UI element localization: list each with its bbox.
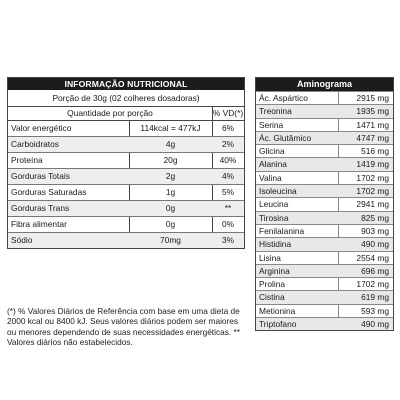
table-row	[256, 171, 393, 184]
amino-acid-value: 1702 mg	[356, 172, 389, 183]
amino-acid-value: 619 mg	[361, 292, 389, 303]
amino-acid-name: Arginina	[259, 265, 290, 276]
amino-acid-name: Ác. Aspártico	[259, 93, 308, 103]
amino-acid-value: 490 mg	[361, 239, 389, 250]
table-row	[8, 121, 244, 137]
table-row	[8, 217, 244, 233]
nutrient-daily-value: 4%	[221, 171, 235, 181]
nutrient-name: Valor energético	[11, 123, 72, 133]
header-daily-value: % VD(*)	[212, 108, 244, 118]
nutrient-name: Gorduras Saturadas	[11, 187, 87, 197]
nutrient-daily-value: 40%	[219, 155, 237, 165]
amino-acid-name: Triptofano	[259, 319, 297, 330]
amino-acid-value: 2554 mg	[356, 252, 389, 263]
amino-acid-name: Leucina	[259, 199, 289, 210]
table-row	[256, 157, 393, 170]
amino-acid-name: Ác. Glutâmico	[259, 132, 312, 143]
amino-acid-name: Treonina	[259, 106, 292, 117]
amino-acid-value: 1702 mg	[356, 279, 389, 290]
table-row	[256, 197, 393, 210]
nutrient-daily-value: 2%	[221, 139, 235, 149]
table-row	[256, 237, 393, 250]
table-row	[256, 277, 393, 290]
table-row	[8, 169, 244, 185]
nutrient-name: Proteína	[11, 155, 43, 165]
table-row	[8, 153, 244, 169]
nutrient-name: Carboidratos	[11, 139, 59, 149]
table-row	[256, 264, 393, 277]
amino-acid-name: Histidina	[259, 239, 292, 250]
nutrient-quantity: 70mg	[160, 235, 181, 245]
amino-acid-name: Tirosina	[259, 212, 289, 223]
table-row	[256, 290, 393, 303]
amino-acid-value: 825 mg	[361, 212, 389, 223]
amino-acid-name: Prolina	[259, 279, 286, 290]
nutrient-quantity: 0g	[165, 219, 176, 229]
amino-acid-value: 1419 mg	[356, 159, 389, 170]
nutrient-daily-value: 5%	[221, 187, 235, 197]
table-header-row	[8, 107, 244, 121]
nutrient-quantity: 4g	[165, 139, 176, 149]
amino-acid-name: Metionina	[259, 305, 296, 316]
aminogram-table	[255, 77, 394, 331]
nutrient-name: Gorduras Trans	[11, 203, 70, 213]
amino-acid-value: 1702 mg	[356, 186, 389, 197]
table-row	[256, 118, 393, 131]
nutrient-quantity: 114kcal = 477kJ	[140, 123, 201, 133]
amino-acid-name: Cistina	[259, 292, 285, 303]
nutrition-facts-table	[7, 77, 245, 249]
header-quantity: Quantidade por porção	[67, 108, 153, 118]
amino-acid-value: 593 mg	[361, 305, 389, 316]
table-row	[8, 233, 244, 248]
table-row	[256, 251, 393, 264]
portion-size: Porção de 30g (02 colheres dosadoras)	[8, 90, 244, 107]
nutrition-title: INFORMAÇÃO NUTRICIONAL	[8, 78, 244, 90]
table-row	[256, 144, 393, 157]
amino-acid-value: 696 mg	[361, 265, 389, 276]
nutrient-quantity: 2g	[165, 171, 176, 181]
aminogram-title: Aminograma	[256, 78, 393, 91]
amino-acid-value: 490 mg	[361, 319, 389, 330]
nutrient-daily-value: 6%	[221, 123, 235, 133]
table-row	[8, 185, 244, 201]
amino-acid-name: Isoleucina	[259, 186, 297, 197]
nutrient-daily-value: 3%	[221, 235, 235, 245]
amino-acid-value: 1935 mg	[356, 106, 389, 117]
amino-acid-value: 2915 mg	[356, 93, 389, 103]
amino-acid-name: Serina	[259, 119, 284, 130]
amino-acid-name: Valina	[259, 172, 282, 183]
table-row	[256, 184, 393, 197]
nutrient-quantity: 20g	[163, 155, 178, 165]
table-row	[256, 91, 393, 104]
nutrient-name: Fibra alimentar	[11, 219, 67, 229]
table-row	[256, 304, 393, 317]
nutrient-name: Gorduras Totais	[11, 171, 70, 181]
amino-acid-value: 516 mg	[361, 146, 389, 157]
table-row	[8, 201, 244, 217]
amino-acid-value: 1471 mg	[356, 119, 389, 130]
nutrient-quantity: 1g	[165, 187, 176, 197]
amino-acid-name: Alanina	[259, 159, 287, 170]
amino-acid-name: Glicina	[259, 146, 285, 157]
nutrient-name: Sódio	[11, 235, 33, 245]
table-row	[256, 224, 393, 237]
table-row	[256, 104, 393, 117]
nutrient-daily-value: 0%	[221, 219, 235, 229]
footnote: (*) % Valores Diários de Referência com base em uma dieta de 2000 kcal ou 8400 kJ. Seus valores diários podem ser maiores ou menores dependendo de suas necessidades energéticas. ** Valores diários não estabelecidos.	[7, 306, 240, 348]
amino-acid-name: Lisina	[259, 252, 281, 263]
nutrient-daily-value: **	[224, 203, 232, 213]
amino-acid-value: 903 mg	[361, 225, 389, 236]
amino-acid-value: 2941 mg	[356, 199, 389, 210]
amino-acid-name: Fenilalanina	[259, 225, 305, 236]
nutrient-quantity: 0g	[165, 203, 176, 213]
table-row	[256, 211, 393, 224]
table-row	[8, 137, 244, 153]
table-row	[256, 131, 393, 144]
amino-acid-value: 4747 mg	[356, 132, 389, 143]
table-row	[256, 317, 393, 330]
